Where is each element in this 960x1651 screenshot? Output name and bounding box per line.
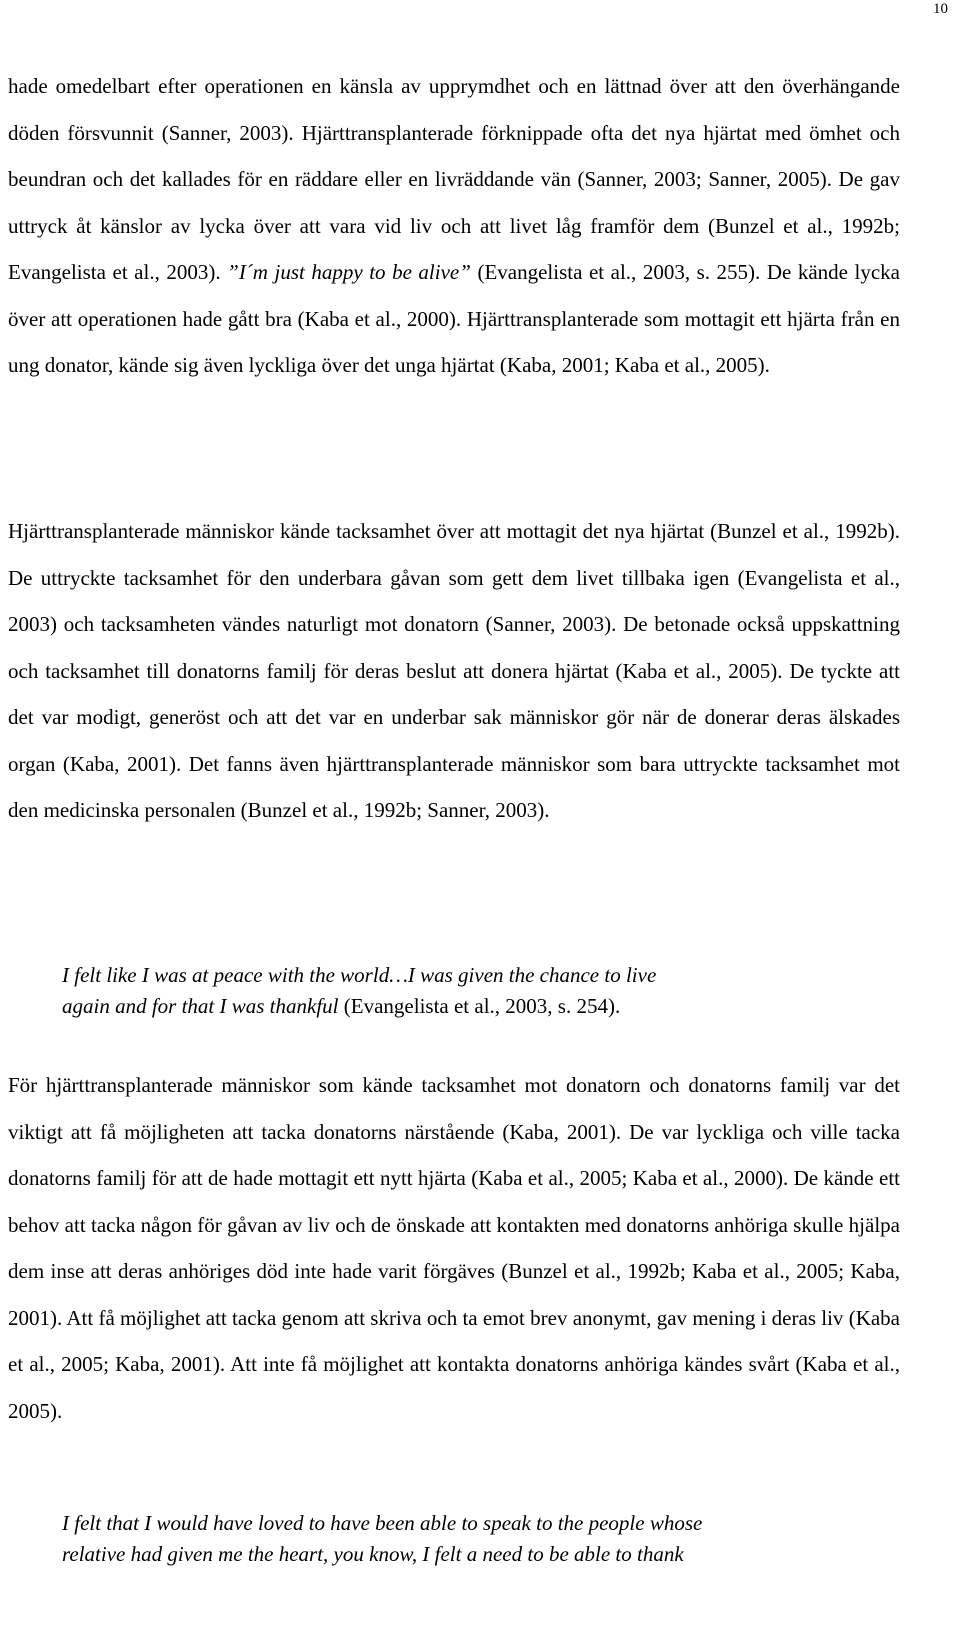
block-quote-2 — [62, 1508, 862, 1570]
block-quote-1-line-1: I felt like I was at peace with the world…I was given the chance to live — [62, 963, 657, 987]
block-quote-2-line-1: I felt that I would have loved to have been able to speak to the people whose — [62, 1511, 703, 1535]
block-quote-1-line-2 — [62, 991, 862, 1022]
paragraph-1-text-end: (Evangelista et al., 2003, s. 255). De kände lycka över att operationen hade gått bra (Kaba et al., 2000). Hjärttransplanterade som mottagit ett hjärta från en ung donator, kände sig även lyckliga över det unga hjärtat (Kaba, 2001; Kaba et al., 2005). — [8, 260, 900, 377]
block-quote-1-italic-end: again and for that I was thankful — [62, 994, 339, 1018]
paragraph-1-italic-quote: ”I´m just happy to be alive” — [227, 260, 471, 284]
paragraph-1-text-start: hade omedelbart efter operationen en känsla av upprymdhet och en lättnad över att den överhängande döden försvunnit (Sanner, 2003). Hjärttransplanterade förknippade ofta det nya hjärtat med ömhet och beundran och det kallades för en räddare eller en livräddande vän (Sanner, 2003; Sanner, 2005). De gav uttryck åt känslor av lycka över att vara vid liv och att livet låg framför dem (Bunzel et al., 1992b; Evangelista et al., 2003). — [8, 74, 900, 284]
block-quote-1 — [62, 960, 862, 1022]
paragraph-3: För hjärttransplanterade människor som kände tacksamhet mot donatorn och donatorns familj var det viktigt att få möjligheten att tacka donatorns närstående (Kaba, 2001). De var lyckliga och ville tacka donatorns familj för att de hade mottagit ett nytt hjärta (Kaba et al., 2005; Kaba et al., 2000). De kände ett behov att tacka någon för gåvan av liv och de önskade att kontakten med donatorns anhöriga skulle hjälpa dem inse att deras anhöriges död inte hade varit förgäves (Bunzel et al., 1992b; Kaba et al., 2005; Kaba, 2001). Att få möjlighet att tacka genom att skriva och ta emot brev anonymt, gav mening i deras liv (Kaba et al., 2005; Kaba, 2001). Att inte få möjlighet att kontakta donatorns anhöriga kändes svårt (Kaba et al., 2005). — [8, 1073, 900, 1423]
page-number: 10 — [933, 1, 948, 17]
paragraph-2: Hjärttransplanterade människor kände tacksamhet över att mottagit det nya hjärtat (Bunzel et al., 1992b). De uttryckte tacksamhet för den underbara gåvan som gett dem livet tillbaka igen (Evangelista et al., 2003) och tacksamheten vändes naturligt mot donatorn (Sanner, 2003). De betonade också uppskattning och tacksamhet till donatorns familj för deras beslut att donera hjärtat (Kaba et al., 2005). De tyckte att det var modigt, generöst och att det var en underbar sak människor gör när de donerar deras älskades organ (Kaba, 2001). Det fanns även hjärttransplanterade människor som bara uttryckte tacksamhet mot den medicinska personalen (Bunzel et al., 1992b; Sanner, 2003). — [8, 519, 900, 822]
block-quote-1-citation: (Evangelista et al., 2003, s. 254). — [338, 994, 621, 1018]
block-quote-2-line-2: relative had given me the heart, you know, I felt a need to be able to thank — [62, 1542, 684, 1566]
paragraph-1 — [8, 63, 900, 389]
